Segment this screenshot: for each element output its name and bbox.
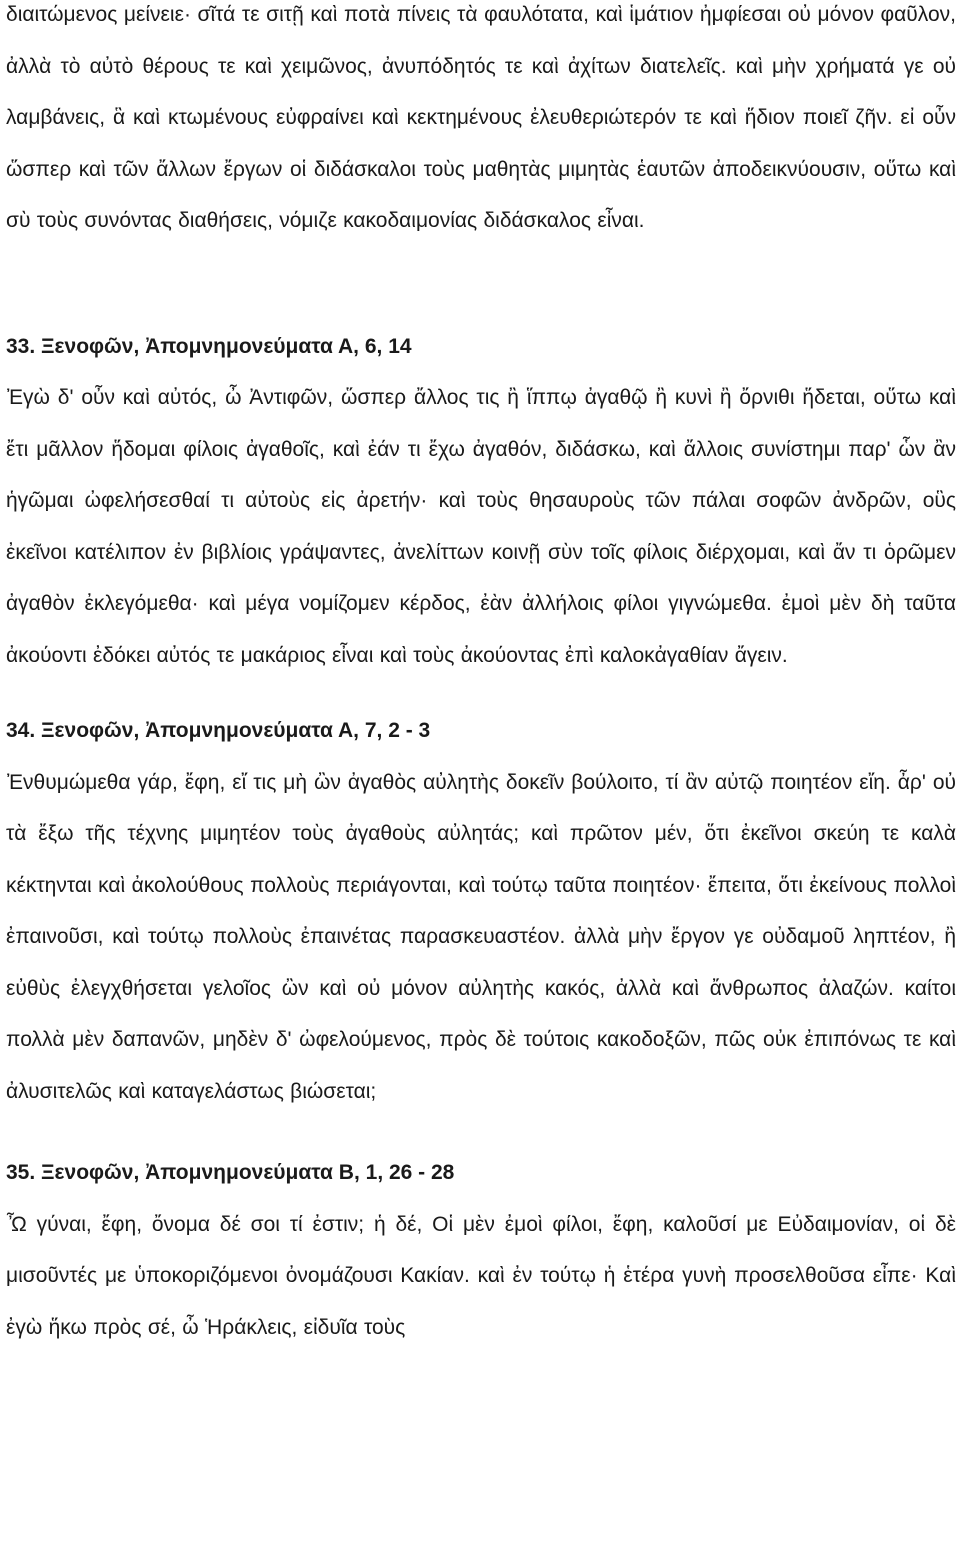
section-heading-33: 33. Ξενοφῶν, Ἀπομνημονεύματα Α, 6, 14 bbox=[6, 334, 412, 358]
section-heading-35: 35. Ξενοφῶν, Ἀπομνημονεύματα Β, 1, 26 - 28 bbox=[6, 1161, 455, 1184]
section-spacer bbox=[6, 1117, 956, 1147]
intro-paragraph: διαιτώμενος μείνειε· σῖτά τε σιτῇ καὶ ποτὰ πίνεις τὰ φαυλότατα, καὶ ἱμάτιον ἠμφίεσαι οὐ μόνον φαῦλον, ἀλλὰ τὸ αὐτὸ θέρους τε καὶ χειμῶνος, ἀνυπόδητός τε καὶ ἀχίτων διατελεῖς. καὶ μὴν χρήματά γε οὐ λαμβάνεις, ἃ καὶ κτωμένους εὐφραίνει καὶ κεκτημένους ἐλευθεριώτερόν τε καὶ ἥδιον ποιεῖ ζῆν. εἰ οὖν ὥσπερ καὶ τῶν ἄλλων ἔργων οἱ διδάσκαλοι τοὺς μαθητὰς μιμητὰς ἑαυτῶν ἀποδεικνύουσιν, οὕτω καὶ σὺ τοὺς συνόντας διαθήσεις, νόμιζε κακοδαιμονίας διδάσκαλος εἶναι. bbox=[6, 3, 956, 232]
section-spacer bbox=[6, 681, 956, 705]
section-text-34: Ἐνθυμώμεθα γάρ, ἔφη, εἴ τις μὴ ὢν ἀγαθὸς αὐλητὴς δοκεῖν βούλοιτο, τί ἂν αὐτῷ ποιητέον εἴη. ἆρ' οὐ τὰ ἔξω τῆς τέχνης μιμητέον τοὺς ἀγαθοὺς αὐλητάς; καὶ πρῶτον μέν, ὅτι ἐκεῖνοι σκεύη τε καλὰ κέκτηνται καὶ ἀκολούθους πολλοὺς περιάγονται, καὶ τούτῳ ταῦτα ποιητέον· ἔπειτα, ὅτι ἐκείνους πολλοὶ ἐπαινοῦσι, καὶ τούτῳ πολλοὺς ἐπαινέτας παρασκευαστέον. ἀλλὰ μὴν ἔργον γε οὐδαμοῦ ληπτέον, ἢ εὐθὺς ἐλεγχθήσεται γελοῖος ὢν καὶ οὐ μόνον αὐλητὴς κακός, ἀλλὰ καὶ ἄνθρωπος ἀλαζών. καίτοι πολλὰ μὲν δαπανῶν, μηδὲν δ' ὠφελούμενος, πρὸς δὲ τούτοις κακοδοξῶν, πῶς οὐκ ἐπιπόνως τε καὶ ἀλυσιτελῶς καὶ καταγελάστως βιώσεται; bbox=[6, 770, 956, 1103]
section-text-35: Ὦ γύναι, ἔφη, ὄνομα δέ σοι τί ἐστιν; ἡ δέ, Οἱ μὲν ἐμοὶ φίλοι, ἔφη, καλοῦσί με Εὐδαιμονίαν, οἱ δὲ μισοῦντές με ὑποκοριζόμενοι ὀνομάζουσι Κακίαν. καὶ ἐν τούτῳ ἡ ἑτέρα γυνὴ προσελθοῦσα εἶπε· Καὶ ἐγὼ ἥκω πρὸς σέ, ὦ Ἡράκλεις, εἰδυῖα τοὺς bbox=[6, 1212, 956, 1339]
document-page bbox=[6, 0, 956, 1353]
section-text-33: Ἐγὼ δ' οὖν καὶ αὐτός, ὦ Ἀντιφῶν, ὥσπερ ἄλλος τις ἢ ἵππῳ ἀγαθῷ ἢ κυνὶ ἢ ὄρνιθι ἥδεται, οὕτω καὶ ἔτι μᾶλλον ἥδομαι φίλοις ἀγαθοῖς, καὶ ἐάν τι ἔχω ἀγαθόν, διδάσκω, καὶ ἄλλοις συνίστημι παρ' ὧν ἂν ἡγῶμαι ὠφελήσεσθαί τι αὐτοὺς εἰς ἀρετήν· καὶ τοὺς θησαυροὺς τῶν πάλαι σοφῶν ἀνδρῶν, οὓς ἐκεῖνοι κατέλιπον ἐν βιβλίοις γράψαντες, ἀνελίττων κοινῇ σὺν τοῖς φίλοις διέρχομαι, καὶ ἄν τι ὁρῶμεν ἀγαθὸν ἐκλεγόμεθα· καὶ μέγα νομίζομεν κέρδος, ἐὰν ἀλλήλοις φίλοι γιγνώμεθα. ἐμοὶ μὲν δὴ ταῦτα ἀκούοντι ἐδόκει αὐτός τε μακάριος εἶναι καὶ τοὺς ἀκούοντας ἐπὶ καλοκἀγαθίαν ἄγειν. bbox=[6, 386, 956, 667]
section-spacer bbox=[6, 247, 956, 321]
section-heading-34: 34. Ξενοφῶν, Ἀπομνημονεύματα Α, 7, 2 - 3 bbox=[6, 719, 431, 742]
